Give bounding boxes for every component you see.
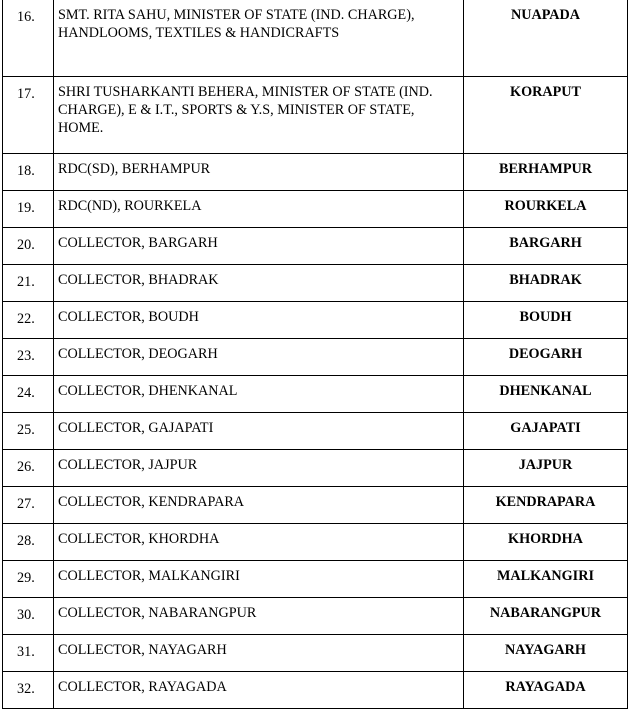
district-name: DHENKANAL xyxy=(464,375,628,412)
table-row xyxy=(3,597,628,634)
official-name: COLLECTOR, GAJAPATI xyxy=(54,412,464,449)
table-row xyxy=(3,523,628,560)
district-name: BARGARH xyxy=(464,227,628,264)
official-name: COLLECTOR, DEOGARH xyxy=(54,338,464,375)
district-name: MALKANGIRI xyxy=(464,560,628,597)
row-number: 24. xyxy=(3,375,54,412)
table-row xyxy=(3,449,628,486)
official-name: COLLECTOR, BARGARH xyxy=(54,227,464,264)
official-name: RDC(ND), ROURKELA xyxy=(54,190,464,227)
official-name: COLLECTOR, NABARANGPUR xyxy=(54,597,464,634)
district-name: KHORDHA xyxy=(464,523,628,560)
table-row xyxy=(3,671,628,708)
row-number: 18. xyxy=(3,153,54,190)
official-name: COLLECTOR, DHENKANAL xyxy=(54,375,464,412)
table-row xyxy=(3,190,628,227)
district-name: BERHAMPUR xyxy=(464,153,628,190)
official-name: SMT. RITA SAHU, MINISTER OF STATE (IND. CHARGE), HANDLOOMS, TEXTILES & HANDICRAFTS xyxy=(54,0,464,76)
row-number: 20. xyxy=(3,227,54,264)
row-number: 21. xyxy=(3,264,54,301)
official-name: COLLECTOR, JAJPUR xyxy=(54,449,464,486)
district-name: NABARANGPUR xyxy=(464,597,628,634)
row-number: 29. xyxy=(3,560,54,597)
district-name: ROURKELA xyxy=(464,190,628,227)
district-name: BHADRAK xyxy=(464,264,628,301)
official-name: COLLECTOR, MALKANGIRI xyxy=(54,560,464,597)
row-number: 19. xyxy=(3,190,54,227)
official-name: COLLECTOR, KHORDHA xyxy=(54,523,464,560)
table-row xyxy=(3,301,628,338)
district-name: NUAPADA xyxy=(464,0,628,76)
official-name: COLLECTOR, BOUDH xyxy=(54,301,464,338)
row-number: 30. xyxy=(3,597,54,634)
table-row xyxy=(3,338,628,375)
official-name: COLLECTOR, KENDRAPARA xyxy=(54,486,464,523)
row-number: 17. xyxy=(3,76,54,153)
row-number: 28. xyxy=(3,523,54,560)
table-row xyxy=(3,76,628,153)
official-name: COLLECTOR, BHADRAK xyxy=(54,264,464,301)
district-name: KORAPUT xyxy=(464,76,628,153)
district-name: RAYAGADA xyxy=(464,671,628,708)
row-number: 26. xyxy=(3,449,54,486)
row-number: 32. xyxy=(3,671,54,708)
district-name: BOUDH xyxy=(464,301,628,338)
official-name: RDC(SD), BERHAMPUR xyxy=(54,153,464,190)
officials-table-body xyxy=(3,0,628,708)
district-name: JAJPUR xyxy=(464,449,628,486)
official-name: COLLECTOR, RAYAGADA xyxy=(54,671,464,708)
table-row xyxy=(3,153,628,190)
row-number: 22. xyxy=(3,301,54,338)
official-name: COLLECTOR, NAYAGARH xyxy=(54,634,464,671)
district-name: NAYAGARH xyxy=(464,634,628,671)
district-name: DEOGARH xyxy=(464,338,628,375)
row-number: 31. xyxy=(3,634,54,671)
official-name: SHRI TUSHARKANTI BEHERA, MINISTER OF STATE (IND. CHARGE), E & I.T., SPORTS & Y.S, MINISTER OF STATE, HOME. xyxy=(54,76,464,153)
officials-table xyxy=(2,0,628,709)
table-row xyxy=(3,0,628,76)
table-row xyxy=(3,634,628,671)
row-number: 25. xyxy=(3,412,54,449)
district-name: KENDRAPARA xyxy=(464,486,628,523)
table-row xyxy=(3,486,628,523)
row-number: 16. xyxy=(3,0,54,76)
table-row xyxy=(3,375,628,412)
row-number: 27. xyxy=(3,486,54,523)
district-name: GAJAPATI xyxy=(464,412,628,449)
table-row xyxy=(3,227,628,264)
row-number: 23. xyxy=(3,338,54,375)
table-row xyxy=(3,264,628,301)
table-row xyxy=(3,560,628,597)
table-row xyxy=(3,412,628,449)
